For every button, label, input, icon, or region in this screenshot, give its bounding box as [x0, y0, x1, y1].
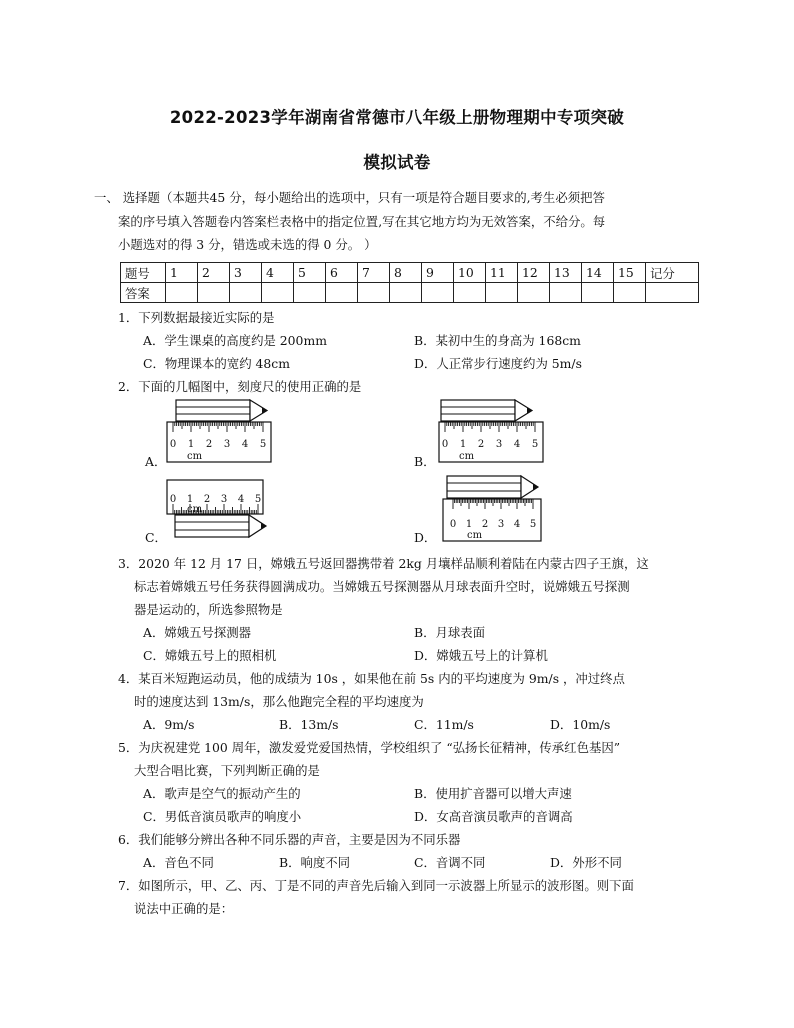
ruler-tick-label: 1 — [187, 439, 195, 450]
ruler-tick-label: 5 — [254, 494, 262, 505]
answer-table-header-label: 题号 — [121, 263, 166, 283]
ruler-tick-label: 5 — [259, 439, 267, 450]
ruler-tick-label: 0 — [441, 439, 449, 450]
question-2-option-c: C． — [145, 530, 167, 545]
answer-cell-10[interactable] — [454, 283, 486, 303]
question-3-option-a: A．嫦娥五号探测器 — [143, 625, 252, 640]
question-number-cell: 15 — [614, 263, 646, 283]
ruler-tick-label: 2 — [481, 519, 489, 530]
answer-cell-2[interactable] — [198, 283, 230, 303]
question-number-cell: 4 — [262, 263, 294, 283]
ruler-tick-label: 0 — [449, 519, 457, 530]
score-label-cell: 记分 — [646, 263, 699, 283]
ruler-tick-label: 2 — [205, 439, 213, 450]
ruler-tick-label: 3 — [223, 439, 231, 450]
question-1-option-c: C．物理课本的宽约 48cm — [143, 356, 290, 371]
ruler-tick-label: 0 — [169, 439, 177, 450]
answer-cell-3[interactable] — [230, 283, 262, 303]
answer-cell-6[interactable] — [326, 283, 358, 303]
question-5-line-1: 5．为庆祝建党 100 周年，激发爱党爱国热情，学校组织了 “弘扬长征精神，传承红色基因” — [118, 740, 621, 755]
answer-cell-11[interactable] — [486, 283, 518, 303]
question-2-stem: 2．下面的几幅图中，刻度尺的使用正确的是 — [118, 379, 362, 394]
question-6-option-d: D．外形不同 — [550, 855, 622, 870]
score-cell[interactable] — [646, 283, 699, 303]
ruler-icon — [439, 422, 543, 462]
ruler-icon — [443, 499, 541, 541]
ruler-tick-label: 4 — [237, 494, 245, 505]
answer-cell-8[interactable] — [390, 283, 422, 303]
answer-cell-5[interactable] — [294, 283, 326, 303]
answer-table-header-row — [121, 263, 699, 283]
question-5-option-d: D．女高音演员歌声的音调高 — [414, 809, 573, 824]
exam-subtitle: 模拟试卷 — [363, 153, 431, 172]
question-number-cell: 7 — [358, 263, 390, 283]
question-3-option-d: D．嫦娥五号上的计算机 — [414, 648, 548, 663]
ruler-tick-label: 4 — [513, 519, 521, 530]
answer-table — [120, 262, 699, 303]
question-4-option-a: A．9m/s — [143, 717, 195, 732]
answer-cell-9[interactable] — [422, 283, 454, 303]
question-6-stem: 6．我们能够分辨出各种不同乐器的声音，主要是因为不同乐器 — [118, 832, 461, 847]
ruler-tick-label: 0 — [169, 494, 177, 505]
question-5-option-c: C．男低音演员歌声的响度小 — [143, 809, 302, 824]
section-number: 一、 — [94, 190, 119, 205]
answer-cell-4[interactable] — [262, 283, 294, 303]
question-7-line-1: 7．如图所示，甲、乙、丙、丁是不同的声音先后输入到同一示波器上所显示的波形图。则下面 — [118, 878, 634, 893]
ruler-tick-label: 2 — [477, 439, 485, 450]
ruler-unit-label: cm — [459, 451, 475, 462]
question-1-option-b: B．某初中生的身高为 168cm — [414, 333, 581, 348]
question-4-option-b: B．13m/s — [279, 717, 339, 732]
ruler-icon — [167, 422, 271, 462]
figure-b-ruler-pencil — [437, 398, 547, 466]
pencil-icon — [176, 400, 267, 421]
question-number-cell: 3 — [230, 263, 262, 283]
ruler-tick-label: 2 — [203, 494, 211, 505]
question-3-line-2: 标志着嫦娥五号任务获得圆满成功。当嫦娥五号探测器从月球表面升空时，说嫦娥五号探测 — [134, 579, 630, 594]
question-1-stem: 1．下列数据最接近实际的是 — [118, 310, 275, 325]
question-4-option-c: C．11m/s — [414, 717, 474, 732]
question-number-cell: 8 — [390, 263, 422, 283]
pencil-icon — [447, 476, 538, 498]
question-3-option-b: B．月球表面 — [414, 625, 486, 640]
answer-cell-1[interactable] — [166, 283, 198, 303]
question-4-line-2: 时的速度达到 13m/s，那么他跑完全程的平均速度为 — [134, 694, 424, 709]
ruler-unit-label: cm — [187, 504, 203, 515]
figure-d-ruler-pencil — [437, 472, 547, 544]
question-number-cell: 1 — [166, 263, 198, 283]
question-number-cell: 9 — [422, 263, 454, 283]
answer-cell-13[interactable] — [550, 283, 582, 303]
question-3-line-1: 3．2020 年 12 月 17 日，嫦娥五号返回器携带着 2kg 月壤样品顺利着陆在内蒙古四子王旗，这 — [118, 556, 649, 571]
ruler-tick-label: 1 — [459, 439, 467, 450]
question-4-option-d: D．10m/s — [550, 717, 611, 732]
instructions-line-2: 案的序号填入答题卷内答案栏表格中的指定位置,写在其它地方均为无效答案，不给分。每 — [118, 213, 606, 229]
question-6-option-c: C．音调不同 — [414, 855, 486, 870]
question-1-option-a: A．学生课桌的高度约是 200mm — [143, 333, 327, 348]
answer-row-label: 答案 — [121, 283, 166, 303]
answer-cell-15[interactable] — [614, 283, 646, 303]
answer-cell-7[interactable] — [358, 283, 390, 303]
question-6-option-a: A．音色不同 — [143, 855, 214, 870]
question-number-cell: 13 — [550, 263, 582, 283]
ruler-tick-label: 3 — [497, 519, 505, 530]
question-number-cell: 6 — [326, 263, 358, 283]
question-4-line-1: 4．某百米短跑运动员，他的成绩为 10s ，如果他在前 5s 内的平均速度为 9m/s ，冲过终点 — [118, 671, 625, 686]
question-1-option-d: D．人正常步行速度约为 5m/s — [414, 356, 582, 371]
section-instructions — [94, 186, 688, 257]
question-number-cell: 10 — [454, 263, 486, 283]
question-5-option-b: B．使用扩音器可以增大声速 — [414, 786, 572, 801]
pencil-icon — [175, 515, 266, 537]
ruler-tick-label: 1 — [186, 494, 194, 505]
ruler-tick-label: 3 — [220, 494, 228, 505]
answer-cell-12[interactable] — [518, 283, 550, 303]
figure-a-ruler-pencil — [165, 398, 275, 466]
exam-title: 2022-2023学年湖南省常德市八年级上册物理期中专项突破 — [169, 108, 625, 127]
ruler-tick-label: 5 — [531, 439, 539, 450]
question-number-cell: 2 — [198, 263, 230, 283]
figure-c-ruler-pencil — [165, 478, 275, 544]
instructions-line-3: 小题选对的得 3 分，错选或未选的得 0 分。 ） — [118, 237, 377, 252]
ruler-tick-label: 1 — [465, 519, 473, 530]
question-2-option-a: A． — [145, 454, 167, 469]
question-number-cell: 5 — [294, 263, 326, 283]
pencil-icon — [441, 400, 532, 421]
question-number-cell: 11 — [486, 263, 518, 283]
ruler-tick-label: 4 — [241, 439, 249, 450]
question-5-line-2: 大型合唱比赛，下列判断正确的是 — [134, 763, 320, 778]
question-2-option-d: D． — [414, 530, 437, 545]
ruler-tick-label: 3 — [495, 439, 503, 450]
ruler-unit-label: cm — [187, 451, 203, 462]
question-3-option-c: C．嫦娥五号上的照相机 — [143, 648, 277, 663]
answer-table-answer-row — [121, 283, 699, 303]
question-7-line-2: 说法中正确的是： — [134, 901, 234, 916]
ruler-icon — [167, 480, 263, 515]
question-5-option-a: A．歌声是空气的振动产生的 — [143, 786, 301, 801]
instructions-line-1: 选择题（本题共45 分，每小题给出的选项中，只有一项是符合题目要求的,考生必须把答 — [122, 190, 605, 205]
question-3-line-3: 器是运动的，所选参照物是 — [134, 602, 283, 617]
ruler-unit-label: cm — [467, 530, 483, 541]
question-number-cell: 12 — [518, 263, 550, 283]
answer-cell-14[interactable] — [582, 283, 614, 303]
question-2-option-b: B． — [414, 454, 436, 469]
question-number-cell: 14 — [582, 263, 614, 283]
ruler-tick-label: 5 — [529, 519, 537, 530]
ruler-tick-label: 4 — [513, 439, 521, 450]
question-6-option-b: B．响度不同 — [279, 855, 351, 870]
